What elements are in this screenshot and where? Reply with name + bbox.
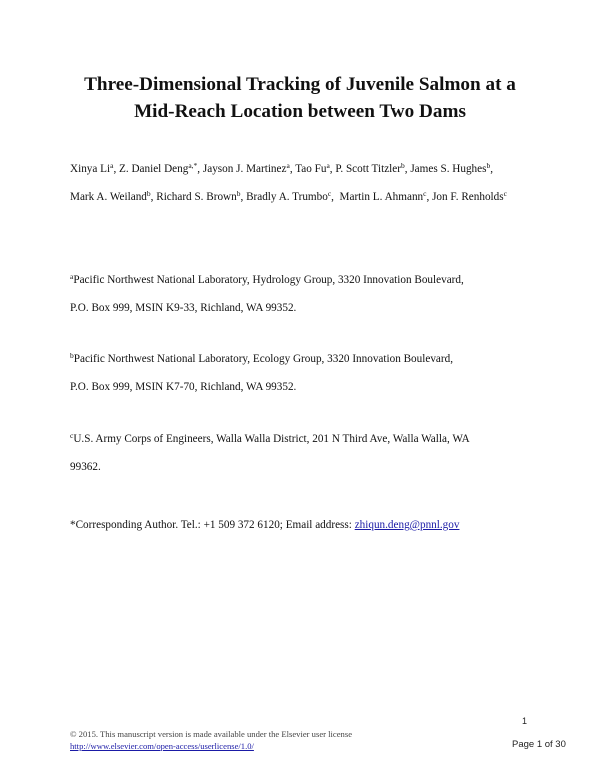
affiliation-label: a: [70, 272, 74, 281]
author-name: Martin L. Ahmann: [339, 190, 424, 203]
affiliation-b: [70, 346, 538, 401]
corresponding-author-text: *Corresponding Author. Tel.: +1 509 372 6120; Email address:: [70, 519, 355, 531]
paper-title-line-1: Three-Dimensional Tracking of Juvenile Salmon at a: [84, 74, 516, 95]
corresponding-author: [70, 512, 538, 540]
paper-title-line-2: Mid-Reach Location between Two Dams: [134, 101, 466, 122]
page-number: 1: [522, 716, 528, 726]
paper-title: [60, 71, 540, 125]
author-line-1: Xinya Li$^a$, Z. Daniel Deng$^{a,*}$, Jayson J. Martinez$^a$, Tao Fu$^a$, P. Scott Titzler$^b$, James S. Hughes$^b$,: [70, 161, 494, 175]
author-affiliation-mark: c: [503, 188, 507, 198]
author-name: Jon F. Renholds: [432, 190, 504, 203]
author-name: James S. Hughes: [410, 163, 487, 175]
author-affiliation-mark: a,*: [188, 161, 198, 170]
affiliation-c: [70, 426, 538, 481]
license-footer: [70, 729, 352, 752]
affiliation-line-2: P.O. Box 999, MSIN K9-33, Richland, WA 99352.: [70, 301, 297, 314]
author-affiliation-mark: b: [146, 188, 151, 198]
author-name: Xinya Li: [70, 163, 111, 175]
author-name: Z. Daniel Deng: [119, 163, 189, 175]
license-text: © 2015. This manuscript version is made available under the Elsevier user license: [70, 729, 353, 739]
affiliation-line-1: [70, 346, 538, 374]
email-link[interactable]: zhiqun.deng@pnnl.gov: [354, 519, 460, 531]
author-affiliation-mark: a: [326, 161, 330, 170]
author-affiliation-mark: b: [236, 188, 241, 198]
author-name: Bradly A. Trumbo: [246, 190, 328, 203]
author-name: Mark A. Weiland: [70, 190, 147, 203]
author-affiliation-mark: b: [400, 161, 405, 170]
author-affiliation-mark: a: [110, 161, 114, 170]
author-name: Tao Fu: [295, 163, 327, 175]
author-list: [70, 156, 538, 211]
affiliation-label: c: [70, 431, 74, 440]
license-url-link[interactable]: http://www.elsevier.com/open-access/userlicense/1.0/: [70, 740, 254, 751]
affiliation-line-2: 99362.: [70, 460, 101, 473]
affiliation-line-1: [70, 267, 538, 295]
author-affiliation-mark: c: [423, 188, 427, 198]
affiliation-line-2: P.O. Box 999, MSIN K7-70, Richland, WA 99352.: [70, 380, 297, 393]
affiliation-text: Pacific Northwest National Laboratory, Hydrology Group, 3320 Innovation Boulevard,: [73, 274, 464, 286]
affiliation-text: U.S. Army Corps of Engineers, Walla Walla District, 201 N Third Ave, Walla Walla, WA: [73, 433, 470, 445]
page-indicator: Page 1 of 30: [512, 739, 566, 750]
author-name: Jayson J. Martinez: [202, 163, 287, 175]
author-affiliation-mark: a: [286, 161, 290, 170]
affiliation-text: Pacific Northwest National Laboratory, Ecology Group, 3320 Innovation Boulevard,: [73, 353, 453, 365]
author-name: Richard S. Brown: [156, 190, 237, 203]
author-affiliation-mark: b: [486, 161, 491, 170]
affiliation-a: [70, 267, 538, 322]
affiliation-line-1: [70, 426, 538, 454]
author-name: P. Scott Titzler: [335, 163, 401, 175]
author-affiliation-mark: c: [327, 188, 332, 198]
author-line-2: Mark A. Weiland$^b$, Richard S. Brown$^b$, Bradly A. Trumbo$^c$, Martin L. Ahmann$^c$, Jon F. Renholds$^c$: [70, 188, 507, 203]
affiliation-label: b: [70, 351, 74, 360]
